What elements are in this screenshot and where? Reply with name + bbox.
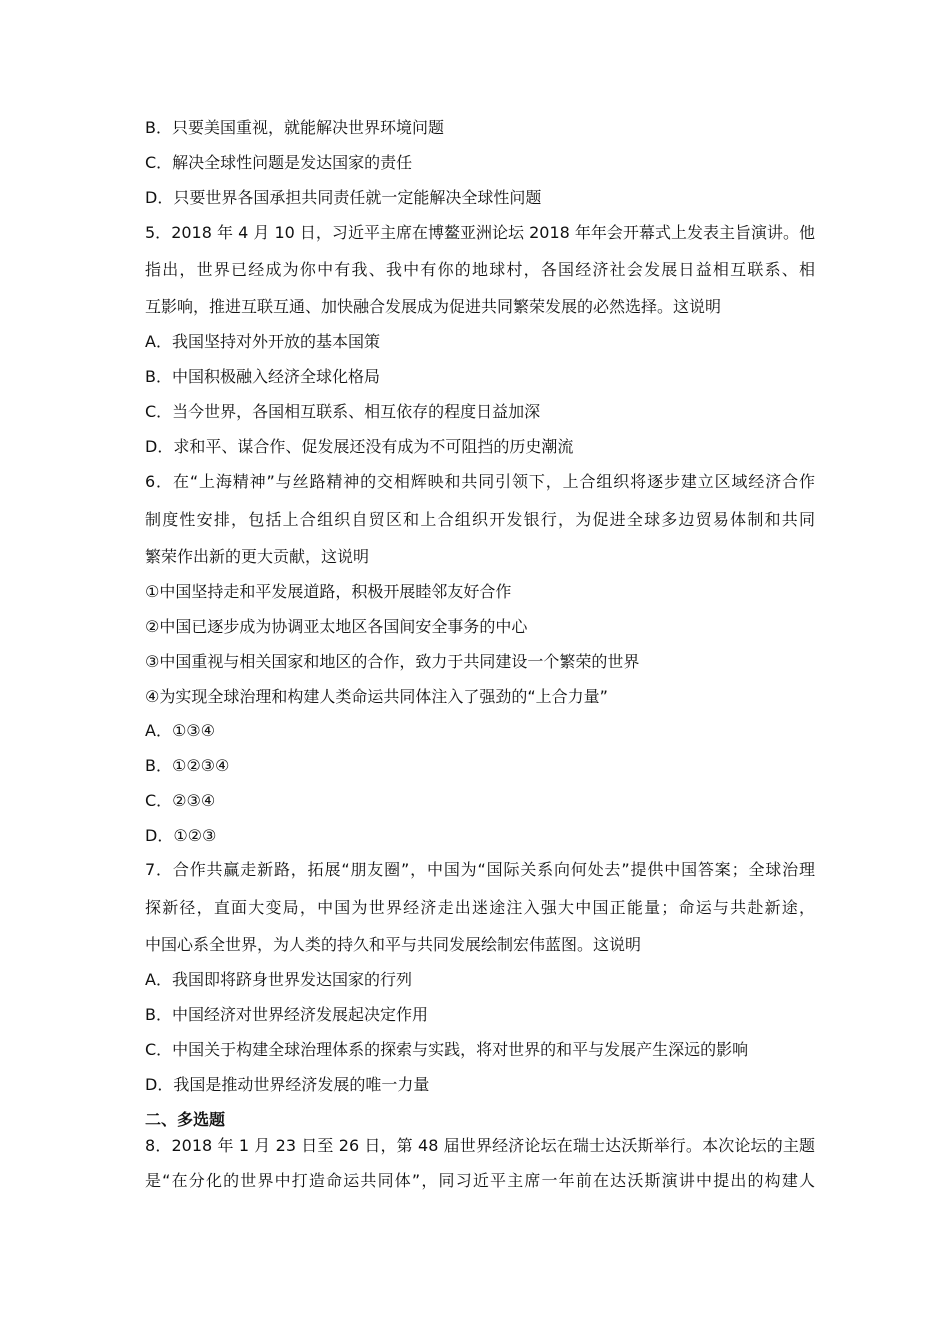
q6-option-b: B．①②③④ (145, 756, 230, 775)
q5-option-d: D．求和平、谋合作、促发展还没有成为不可阻挡的历史潮流 (145, 437, 574, 456)
q7-stem-line: 7．合作共赢走新路，拓展“朋友圈”，中国为“国际关系向何处去”提供中国答案；全球治理 (145, 860, 815, 879)
q6-option-c: C．②③④ (145, 791, 216, 810)
q6-option-a: A．①③④ (145, 721, 215, 740)
q8-stem-line: 8．2018 年 1 月 23 日至 26 日，第 48 届世界经济论坛在瑞士达沃斯举行。本次论坛的主题 (145, 1136, 815, 1155)
q8-stem-line: 是“在分化的世界中打造命运共同体”，同习近平主席一年前在达沃斯演讲中提出的构建人 (145, 1171, 815, 1190)
q5-option-c: C．当今世界，各国相互联系、相互依存的程度日益加深 (145, 402, 541, 421)
q7-option-c: C．中国关于构建全球治理体系的探索与实践，将对世界的和平与发展产生深远的影响 (145, 1040, 749, 1059)
q5-option-b: B．中国积极融入经济全球化格局 (145, 367, 380, 386)
q7-option-b: B．中国经济对世界经济发展起决定作用 (145, 1005, 428, 1024)
q6-statement-3: ③中国重视与相关国家和地区的合作，致力于共同建设一个繁荣的世界 (145, 652, 640, 671)
q5-stem-line: 5．2018 年 4 月 10 日，习近平主席在博鳌亚洲论坛 2018 年年会开幕式上发表主旨演讲。他 (145, 223, 815, 242)
q6-statement-1: ①中国坚持走和平发展道路，积极开展睦邻友好合作 (145, 582, 512, 601)
q7-option-d: D．我国是推动世界经济发展的唯一力量 (145, 1075, 430, 1094)
q6-option-d: D．①②③ (145, 826, 217, 845)
q6-stem-line: 繁荣作出新的更大贡献，这说明 (145, 547, 370, 566)
q6-stem-line: 6．在“上海精神”与丝路精神的交相辉映和共同引领下，上合组织将逐步建立区域经济合作 (145, 472, 815, 491)
q5-stem-line: 互影响，推进互联互通、加快融合发展成为促进共同繁荣发展的必然选择。这说明 (145, 297, 722, 316)
q6-statement-2: ②中国已逐步成为协调亚太地区各国间安全事务的中心 (145, 617, 528, 636)
q4-option-b: B．只要美国重视，就能解决世界环境问题 (145, 118, 444, 137)
q4-option-d: D．只要世界各国承担共同责任就一定能解决全球性问题 (145, 188, 542, 207)
q5-stem-line: 指出，世界已经成为你中有我、我中有你的地球村，各国经济社会发展日益相互联系、相 (145, 260, 815, 279)
q7-stem-line: 探新径，直面大变局，中国为世界经济走出迷途注入强大中国正能量；命运与共赴新途， (145, 898, 815, 917)
q6-statement-4: ④为实现全球治理和构建人类命运共同体注入了强劲的“上合力量” (145, 687, 608, 706)
q4-option-c: C．解决全球性问题是发达国家的责任 (145, 153, 413, 172)
q7-stem-line: 中国心系全世界，为人类的持久和平与共同发展绘制宏伟蓝图。这说明 (145, 935, 642, 954)
q6-stem-line: 制度性安排，包括上合组织自贸区和上合组织开发银行，为促进全球多边贸易体制和共同 (145, 510, 815, 529)
q5-option-a: A．我国坚持对外开放的基本国策 (145, 332, 380, 351)
q7-option-a: A．我国即将跻身世界发达国家的行列 (145, 970, 412, 989)
section-heading: 二、多选题 (145, 1110, 226, 1129)
